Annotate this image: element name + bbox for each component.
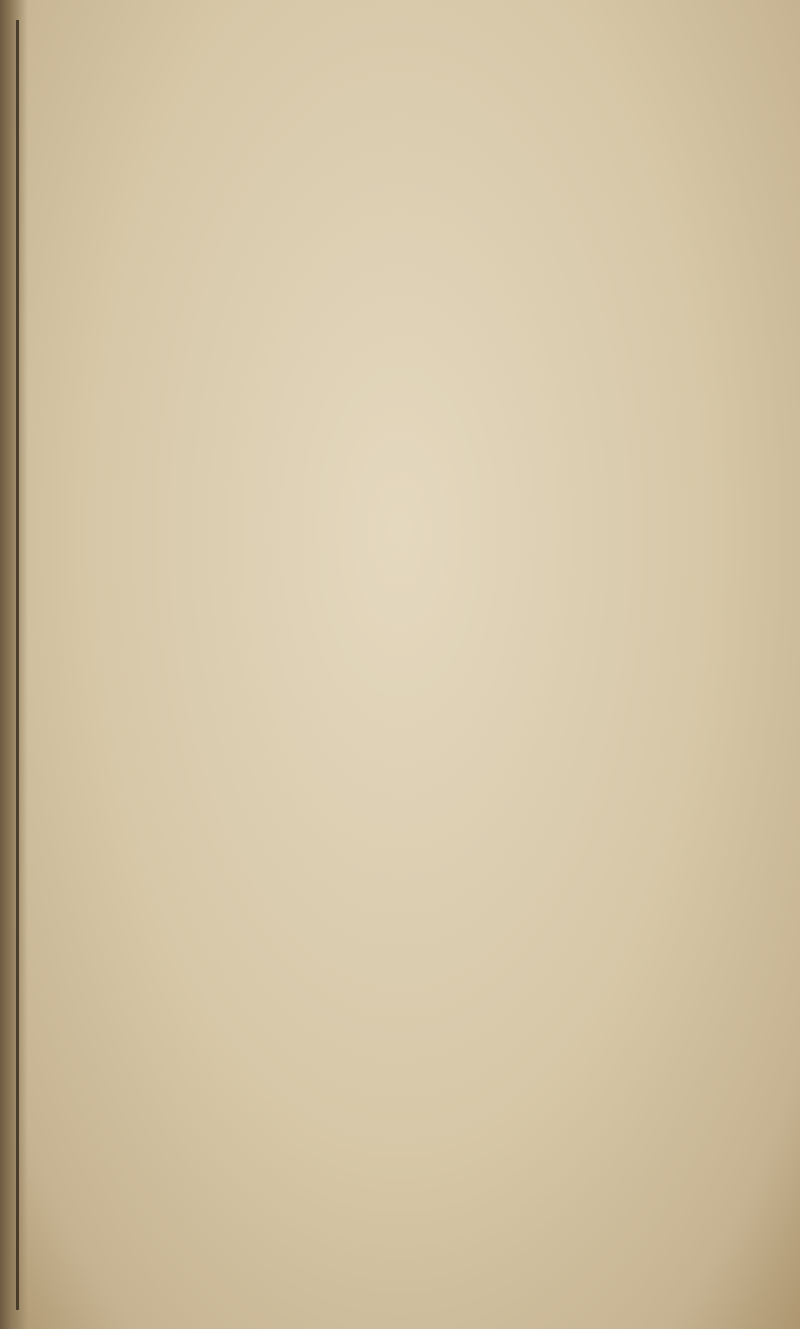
index-entry-veines [54, 1005, 658, 1069]
page-gutter [0, 0, 28, 1329]
binding-edge [16, 20, 19, 1310]
index-entries-v [54, 1005, 658, 1069]
